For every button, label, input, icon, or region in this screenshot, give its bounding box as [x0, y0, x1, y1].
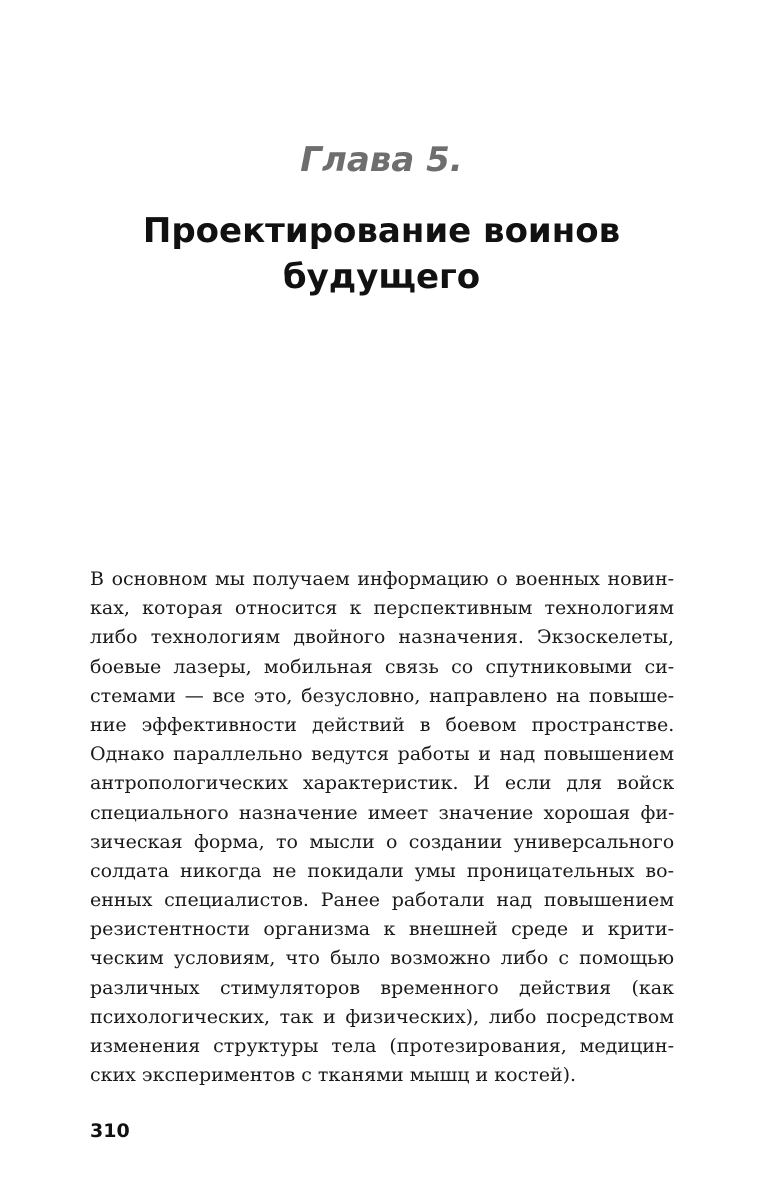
text-line: Однако параллельно ведутся работы и над повышением: [90, 743, 674, 766]
text-line: психологических, так и физических), либо посредством: [90, 1005, 674, 1028]
text-line: изменения структуры тела (протезирования, медицин-: [90, 1035, 674, 1057]
text-line: либо технологиям двойного назначения. Экзоскелеты,: [90, 626, 674, 649]
text-line: зическая форма, то мысли о создании универсального: [90, 830, 675, 853]
page-number: 310: [90, 1120, 130, 1142]
body-paragraph: [90, 565, 674, 1090]
text-line: ческим условиям, что было возможно либо с помощью: [90, 947, 674, 970]
text-line: боевые лазеры, мобильная связь со спутниковыми си-: [90, 655, 675, 678]
text-line: ках, которая относится к перспективным технологиям: [90, 597, 674, 620]
text-line: ние эффективности действий в боевом пространстве.: [90, 713, 675, 736]
text-line: стемами — все это, безусловно, направлено на повыше-: [90, 684, 675, 707]
text-line: енных специалистов. Ранее работали над повышением: [90, 889, 674, 912]
text-line: резистентности организма к внешней среде и крити-: [90, 918, 674, 941]
text-line: антропологических характеристик. И если для войск: [90, 772, 675, 795]
chapter-title-line: будущего: [282, 257, 481, 297]
text-line: солдата никогда не покидали умы проницательных во-: [90, 859, 674, 882]
text-line: различных стимуляторов временного действия (как: [90, 976, 674, 999]
chapter-label: Глава 5.: [300, 140, 463, 180]
chapter-title-line: Проектирование воинов: [142, 211, 621, 251]
text-line: В основном мы получаем информацию о военных новин-: [90, 568, 675, 590]
text-line: специального назначение имеет значение хорошая фи-: [90, 801, 675, 824]
chapter-title: [60, 208, 703, 300]
text-line: ских экспериментов с тканями мышц и костей).: [90, 1064, 577, 1087]
